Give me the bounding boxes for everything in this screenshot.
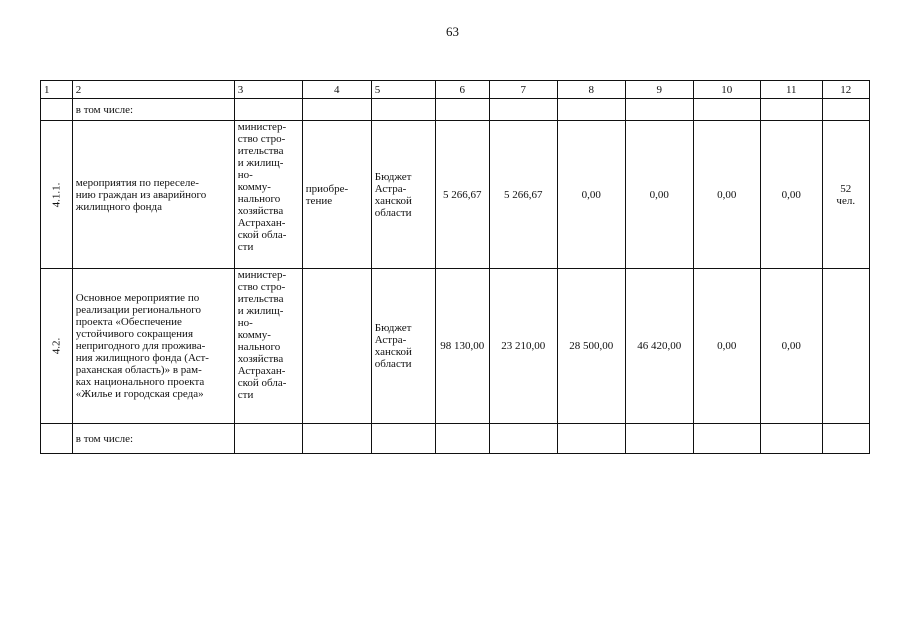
subheader-label: в том числе: (72, 99, 234, 121)
row-code: 4.1.1. (50, 182, 63, 207)
code-cell (41, 269, 73, 424)
header-row (41, 81, 870, 99)
header-cell-2: 2 (72, 81, 234, 99)
table-row (41, 269, 870, 424)
executor-cell: министер- ство стро- ительства и жилищ- но- комму- нального хозяйства Астрахан- ской обла- сти (234, 269, 302, 424)
value-col-8: 28 500,00 (557, 269, 625, 424)
funding-source: Бюджет Астра- ханской области (371, 121, 435, 269)
value-col-7: 23 210,00 (489, 269, 557, 424)
value-col-6: 5 266,67 (435, 121, 489, 269)
table-row (41, 121, 870, 269)
result-cell (822, 269, 869, 424)
value-col-10: 0,00 (693, 121, 760, 269)
header-cell-11: 11 (760, 81, 822, 99)
value-col-8: 0,00 (557, 121, 625, 269)
value-col-11: 0,00 (760, 121, 822, 269)
header-cell-5: 5 (371, 81, 435, 99)
code-cell (41, 99, 73, 121)
header-cell-6: 6 (435, 81, 489, 99)
header-cell-12: 12 (822, 81, 869, 99)
action-cell: приобре- тение (302, 121, 371, 269)
page-number: 63 (446, 24, 459, 39)
header-cell-3: 3 (234, 81, 302, 99)
header-cell-4: 4 (302, 81, 371, 99)
value-col-6: 98 130,00 (435, 269, 489, 424)
code-cell (41, 424, 73, 454)
measure-name: Основное мероприятие по реализации регионального проекта «Обеспечение устойчивого сокращения непригодного для прожива- ния жилищного фонда (Аст- раханская область)» в рам- ках национального проекта «Жилье и городская среда» (72, 269, 234, 424)
value-col-9: 0,00 (625, 121, 693, 269)
program-table (40, 80, 870, 454)
executor-cell: министер- ство стро- ительства и жилищ- но- комму- нального хозяйства Астрахан- ской обла- сти (234, 121, 302, 269)
header-cell-9: 9 (625, 81, 693, 99)
value-col-10: 0,00 (693, 269, 760, 424)
result-cell: 52 чел. (822, 121, 869, 269)
action-cell (302, 269, 371, 424)
table-row (41, 424, 870, 454)
value-col-9: 46 420,00 (625, 269, 693, 424)
code-cell (41, 121, 73, 269)
value-col-7: 5 266,67 (489, 121, 557, 269)
table-row (41, 99, 870, 121)
value-col-11: 0,00 (760, 269, 822, 424)
header-cell-10: 10 (693, 81, 760, 99)
measure-name: мероприятия по переселе- нию граждан из аварийного жилищного фонда (72, 121, 234, 269)
subheader-label: в том числе: (72, 424, 234, 454)
header-cell-1: 1 (41, 81, 73, 99)
header-cell-8: 8 (557, 81, 625, 99)
funding-source: Бюджет Астра- ханской области (371, 269, 435, 424)
row-code: 4.2. (50, 337, 63, 355)
header-cell-7: 7 (489, 81, 557, 99)
